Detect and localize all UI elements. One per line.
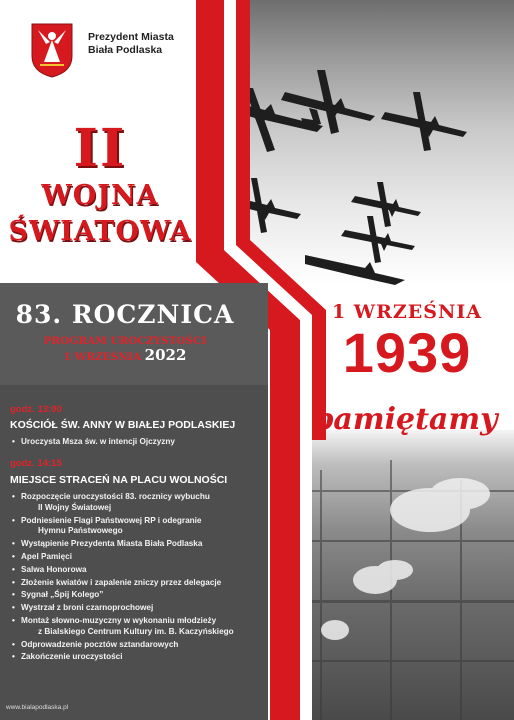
list-item: • Wystąpienie Prezydenta Miasta Biała Podlaska: [12, 539, 262, 550]
list-item: • Rozpoczęcie uroczystości 83. rocznicy wybuchu: [12, 492, 262, 503]
program-year: 2022: [144, 346, 187, 364]
office-line-1: Prezydent Miasta: [88, 31, 174, 43]
title-line-1: WOJNA: [41, 180, 159, 211]
list-item: • Odprowadzenie pocztów sztandarowych: [12, 640, 262, 651]
office-name: [88, 31, 208, 57]
list-item: • Podniesienie Flagi Państwowej RP i odegranie: [12, 516, 262, 527]
list-item: • Zakończenie uroczystości: [12, 652, 262, 663]
list-item: • Uroczysta Msza św. w intencji Ojczyzny: [12, 437, 262, 448]
program-line-1: PROGRAM UROCZYSTOŚCI: [43, 335, 207, 347]
program-date: 1 WRZEŚNIA: [63, 351, 141, 363]
office-line-2: Biała Podlaska: [88, 44, 163, 56]
list-item-continuation: z Bialskiego Centrum Kultury im. B. Kaczyńskiego: [38, 626, 234, 636]
list-item-continuation: Hymnu Państwowego: [38, 526, 123, 536]
title-roman-numeral: II: [73, 118, 127, 179]
list-item: • Złożenie kwiatów i zapalenie zniczy przez delegacje: [12, 578, 262, 589]
program-heading: [0, 334, 250, 364]
list-item: • Salwa Honorowa: [12, 565, 262, 576]
historic-date: 1 WRZEŚNIA: [331, 301, 483, 323]
title-line-2: ŚWIATOWA: [8, 216, 192, 247]
program-line-2: [0, 348, 250, 364]
motto: pamiętamy: [312, 402, 498, 437]
list-item: • Apel Pamięci: [12, 552, 262, 563]
list-item-continuation: II Wojny Światowej: [38, 502, 112, 512]
event-time: godz. 13:00: [10, 404, 62, 415]
historic-year: 1939: [342, 321, 472, 384]
list-item: • Sygnał „Śpij Kolego”: [12, 590, 262, 601]
list-item: • Montaż słowno-muzyczny w wykonaniu młodzieży: [12, 616, 262, 627]
event-venue: MIEJSCE STRACEŃ NA PLACU WOLNOŚCI: [10, 474, 228, 486]
event-time: godz. 14:15: [10, 458, 62, 469]
anniversary-heading: 83. ROCZNICA: [15, 300, 235, 329]
city-coat-of-arms: [30, 22, 74, 78]
website-link[interactable]: www.bialapodlaska.pl: [6, 704, 69, 711]
list-item: • Wystrzał z broni czarnoprochowej: [12, 603, 262, 614]
event-venue: KOŚCIÓŁ ŚW. ANNY W BIAŁEJ PODLASKIEJ: [10, 419, 236, 431]
event-items: [12, 437, 262, 450]
event-items: [12, 492, 262, 665]
